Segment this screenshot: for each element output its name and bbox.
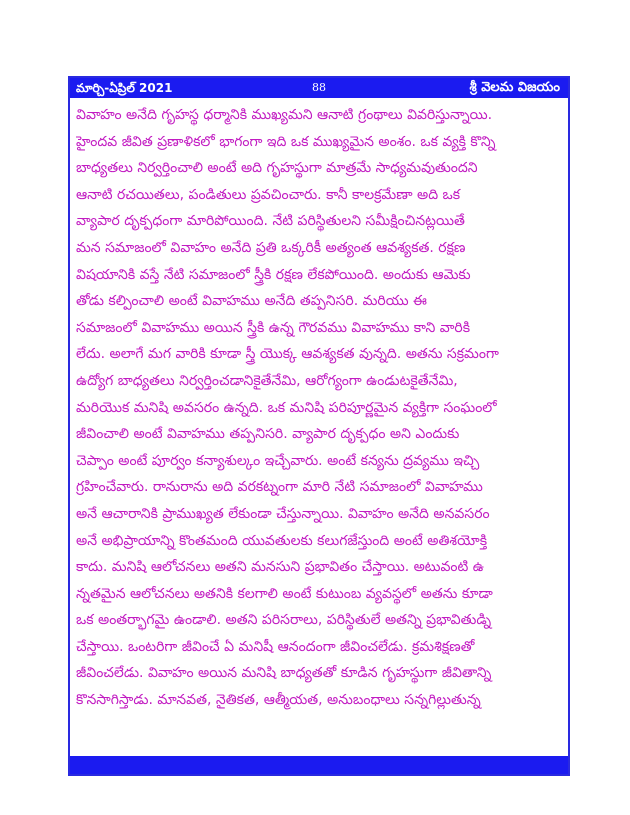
- body-line: మన సమాజంలో వివాహం అనేది ప్రతి ఒక్కరికీ అత్యంత ఆవశ్యకత. రక్షణ: [76, 239, 466, 256]
- body-line: వ్యాపార దృక్పధంగా మారిపోయింది. నేటి పరిస్థితులని సమీక్షించినట్లయితే: [76, 213, 465, 230]
- header-bar: [70, 78, 568, 98]
- body-line: జీవించాలి అంటే వివాహము తప్పనిసరి. వ్యాపార దృక్పధం అని ఎందుకు: [76, 426, 460, 443]
- body-line: కొనసాగిస్తాడు. మానవత, నైతికత, ఆత్మీయత, అనుబంధాలు సన్నగిల్లుతున్న: [76, 692, 481, 709]
- body-line: హైందవ జీవిత ప్రణాళికలో భాగంగా ఇది ఒక ముఖ్యమైన అంశం. ఒక వ్యక్తి కొన్ని: [76, 133, 496, 150]
- body-line: వివాహం అనేది గృహస్థ ధర్మానికి ముఖ్యమని ఆనాటి గ్రంథాలు వివరిస్తున్నాయి.: [76, 107, 493, 123]
- body-line: చేస్తాయి. ఒంటరిగా జీవించే ఏ మనిషీ ఆనందంగా జీవించలేడు. క్రమశిక్షణతో: [76, 638, 475, 655]
- page-frame: [68, 76, 570, 776]
- body-line: ఒక అంతర్భాగమై ఉండాలి. అతని పరిసరాలు, పరిస్థితులే అతన్ని ప్రభావితుడ్ని: [76, 612, 492, 629]
- page-number: 88: [312, 81, 326, 94]
- body-line: అనే ఆచారానికి ప్రాముఖ్యత లేకుండా చేస్తున్నాయి. వివాహం అనేది అనవసరం: [76, 505, 490, 522]
- body-line: అనే అభిప్రాయాన్ని కొంతమంది యువతులకు కలుగజేస్తుంది అంటే అతిశయోక్తి: [76, 532, 488, 549]
- article-body: [76, 102, 562, 740]
- body-line: కాదు. మనిషి ఆలోచనలు అతని మనసుని ప్రభావితం చేస్తాయి. అటువంటి ఉ: [76, 559, 484, 576]
- body-line: జీవించలేడు. వివాహం అయిన మనిషి బాధ్యతతో కూడిన గృహస్థుగా జీవితాన్ని: [76, 665, 492, 682]
- body-line: ఆనాటి రచయితలు, పండితులు ప్రవచించారు. కానీ కాలక్రమేణా అది ఒక: [76, 186, 461, 203]
- magazine-title: శ్రీ వెలమ విజయం: [469, 80, 560, 95]
- body-line: న్నతమైన ఆలోచనలు అతనికి కలగాలి అంటే కుటుంబ వ్యవస్థలో అతను కూడా: [76, 585, 493, 602]
- body-line: ఉద్యోగ బాధ్యతలు నిర్వర్తించడానికైతేనేమి, ఆరోగ్యంగా ఉండుటకైతేనేమి,: [76, 372, 458, 389]
- body-line: చెప్పాం అంటే పూర్వం కన్యాశుల్కం ఇచ్చేవారు. అంటే కన్యను ద్రవ్యము ఇచ్చి: [76, 452, 480, 469]
- body-line: విషయానికి వస్తే నేటి సమాజంలో స్త్రీకి రక్షణ లేకపోయింది. అందుకు ఆమెకు: [76, 266, 471, 283]
- body-line: లేదు. అలాగే మగ వారికి కూడా స్త్రీ యొక్క ఆవశ్యకత వున్నది. అతను సక్రమంగా: [76, 346, 499, 363]
- body-line: తోడు కల్పించాలి అంటే వివాహము అనేది తప్పనిసరి. మరియు ఈ: [76, 293, 427, 310]
- body-line: మరియొక మనిషి అవసరం ఉన్నది. ఒక మనిషి పరిపూర్ణమైన వ్యక్తిగా సంఘంలో: [76, 399, 497, 416]
- issue-date: మార్చి-ఏప్రిల్ 2021: [76, 81, 173, 95]
- body-line: సమాజంలో వివాహము అయిన స్త్రీకి ఉన్న గౌరవము వివాహము కాని వారికి: [76, 319, 471, 336]
- body-line: గ్రహించేవారు. రానురాను అది వరకట్నంగా మారి నేటి సమాజంలో వివాహము: [76, 479, 483, 496]
- body-line: బాధ్యతలు నిర్వర్తించాలి అంటే అది గృహస్థుగా మాత్రమే సాధ్యమవుతుందని: [76, 160, 478, 177]
- footer-bar: [70, 756, 568, 774]
